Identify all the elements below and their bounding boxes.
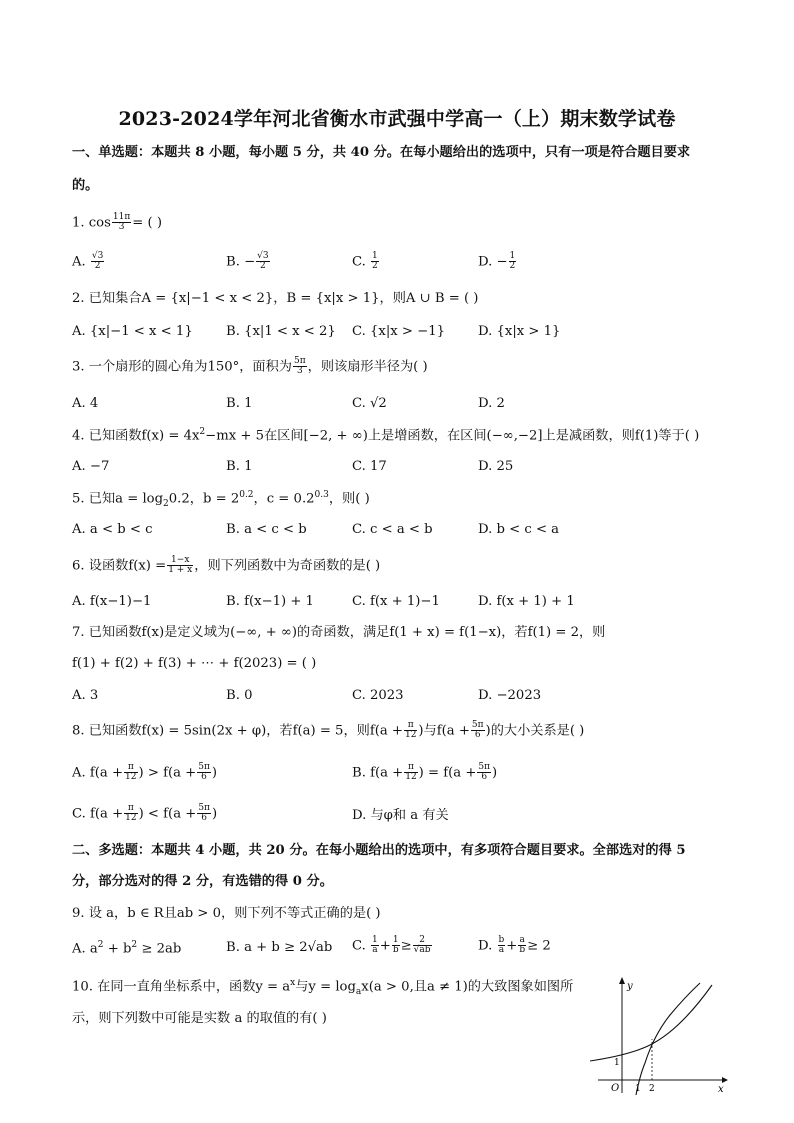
q4-option-a: A. −7 xyxy=(72,459,110,474)
q9-option-b: B. a + b ≥ 2√ab xyxy=(226,940,333,955)
q6-option-b: B. f(x−1) + 1 xyxy=(226,594,314,609)
question-7-cont: f(1) + f(2) + f(3) + ⋯ + f(2023) = ( ) xyxy=(72,656,317,671)
x-axis-label: x xyxy=(718,1084,724,1095)
exponential-curve xyxy=(590,985,712,1061)
q8-option-b: B. f(a + $\frac{\pi}{12}$ ) = f(a + $\frac{5\pi}{6}$ ) xyxy=(352,762,498,783)
y-axis-label: y xyxy=(627,981,633,992)
q2-option-d: D. {x|x > 1} xyxy=(478,324,561,339)
question-10-cont: 示，则下列数中可能是实数 a 的取值的有( ) xyxy=(72,1011,327,1026)
q8-option-d: D. 与φ和 a 有关 xyxy=(352,808,449,823)
x-tick-2: 2 xyxy=(649,1084,655,1094)
question-8: 8. 已知函数f(x) = 5sin(2x + φ)，若f(a) = 5，则f(a + $\frac{\pi}{12}$ )与f(a + $\frac{5\pi}{6}$ )的大小关系是( ) xyxy=(72,720,585,741)
logarithm-curve xyxy=(636,983,700,1095)
q8-option-c: C. f(a + $\frac{\pi}{12}$ ) < f(a + $\frac{5\pi}{6}$ ) xyxy=(72,803,218,824)
y-axis-arrow xyxy=(619,977,625,984)
q5-option-b: B. a < c < b xyxy=(226,522,307,537)
question-4: 4. 已知函数$f(x) = 4x^2-mx + 5$在区间[−2, + ∞)上是增函数，在区间(−∞,−2]上是减函数，则f(1)等于( ) xyxy=(72,427,700,444)
q4-option-d: D. 25 xyxy=(478,459,514,474)
function-graph-figure xyxy=(590,975,730,1095)
section1-heading: 一、单选题：本题共 8 小题，每小题 5 分，共 40 分。在每小题给出的选项中，只有一项是符合题目要求 xyxy=(72,145,691,160)
q1-option-d: D. − $\frac{1}{2}$ xyxy=(478,251,516,272)
x-tick-1: 1 xyxy=(635,1084,641,1094)
q2-option-b: B. {x|1 < x < 2} xyxy=(226,324,336,339)
section2-heading-cont: 分，部分选对的得 2 分，有选错的得 0 分。 xyxy=(72,874,333,889)
question-3: 3. 一个扇形的圆心角为150°，面积为 $\frac{5\pi}{3}$ ，则该扇形半径为( ) xyxy=(72,356,428,377)
question-7: 7. 已知函数f(x)是定义域为(−∞, + ∞)的奇函数，满足f(1 + x) = f(1−x)，若f(1) = 2，则 xyxy=(72,625,606,640)
q8-option-a: A. f(a + $\frac{\pi}{12}$ ) > f(a + $\frac{5\pi}{6}$ ) xyxy=(72,762,218,783)
question-1 xyxy=(72,213,162,233)
q3-option-d: D. 2 xyxy=(478,396,505,411)
q1-suffix: = ( ) xyxy=(132,215,162,231)
q6-option-a: A. f(x−1)−1 xyxy=(72,594,152,609)
y-tick-1: 1 xyxy=(614,1058,620,1068)
q2-option-a: A. {x|−1 < x < 1} xyxy=(72,324,193,339)
question-10: 10. 在同一直角坐标系中，函数$y = a^x$与$y = \log_ax(a > 0$,且a ≠ 1)的大致图象如图所 xyxy=(72,978,574,998)
q7-option-c: C. 2023 xyxy=(352,688,404,703)
section2-heading: 二、多选题：本题共 4 小题，共 20 分。在每小题给出的选项中，有多项符合题目要求。全部选对的得 5 xyxy=(72,843,686,858)
q5-option-d: D. b < c < a xyxy=(478,522,560,537)
q4-option-b: B. 1 xyxy=(226,459,253,474)
q7-option-b: B. 0 xyxy=(226,688,253,703)
x-axis-arrow xyxy=(722,1077,728,1083)
origin-label: O xyxy=(611,1083,620,1094)
q6-option-c: C. f(x + 1)−1 xyxy=(352,594,440,609)
q3-option-b: B. 1 xyxy=(226,396,253,411)
question-9: 9. 设 a，b ∈ R且ab > 0，则下列不等式正确的是( ) xyxy=(72,906,381,921)
q3-option-a: A. 4 xyxy=(72,396,99,411)
q1-fraction: $\frac{11\pi}{3}$ xyxy=(112,212,131,233)
q2-option-c: C. {x|x > −1} xyxy=(352,324,445,339)
q1-prefix: 1. cos xyxy=(72,215,111,231)
q7-option-a: A. 3 xyxy=(72,688,99,703)
page-title: 2023-2024学年河北省衡水市武强中学高一（上）期末数学试卷 xyxy=(118,108,676,130)
q1-option-c: C. $\frac{1}{2}$ xyxy=(352,251,378,272)
q6-option-d: D. f(x + 1) + 1 xyxy=(478,594,575,609)
q5-option-c: C. c < a < b xyxy=(352,522,433,537)
q9-option-d: D. $\frac{b}{a}$ + $\frac{a}{b}$ ≥ 2 xyxy=(478,935,551,956)
q1-option-b: B. − $\frac{√3}{2}$ xyxy=(226,251,269,272)
q9-option-a: A. $a^2 + b^2 \ge 2ab$ xyxy=(72,940,182,957)
q4-option-c: C. 17 xyxy=(352,459,387,474)
section1-heading-cont: 的。 xyxy=(72,178,99,193)
q9-option-c: C. $\frac{1}{a}$ + $\frac{1}{b}$ ≥ $\frac{2}{√ab}$ xyxy=(352,935,431,956)
q5-option-a: A. a < b < c xyxy=(72,522,153,537)
question-5: 5. 已知$a = \log_20.2$，$b = 2^{0.2}$，$c = 0.2^{0.3}$，则( ) xyxy=(72,490,370,510)
q1-option-a: A. $\frac{√3}{2}$ xyxy=(72,251,104,272)
question-6: 6. 设函数f(x) = $\frac{1-x}{1 + x}$ ，则下列函数中为奇函数的是( ) xyxy=(72,555,381,576)
q7-option-d: D. −2023 xyxy=(478,688,542,703)
q3-option-c: C. √2 xyxy=(352,396,387,411)
question-2: 2. 已知集合A = {x|−1 < x < 2}，B = {x|x > 1}，则A ∪ B = ( ) xyxy=(72,291,479,306)
